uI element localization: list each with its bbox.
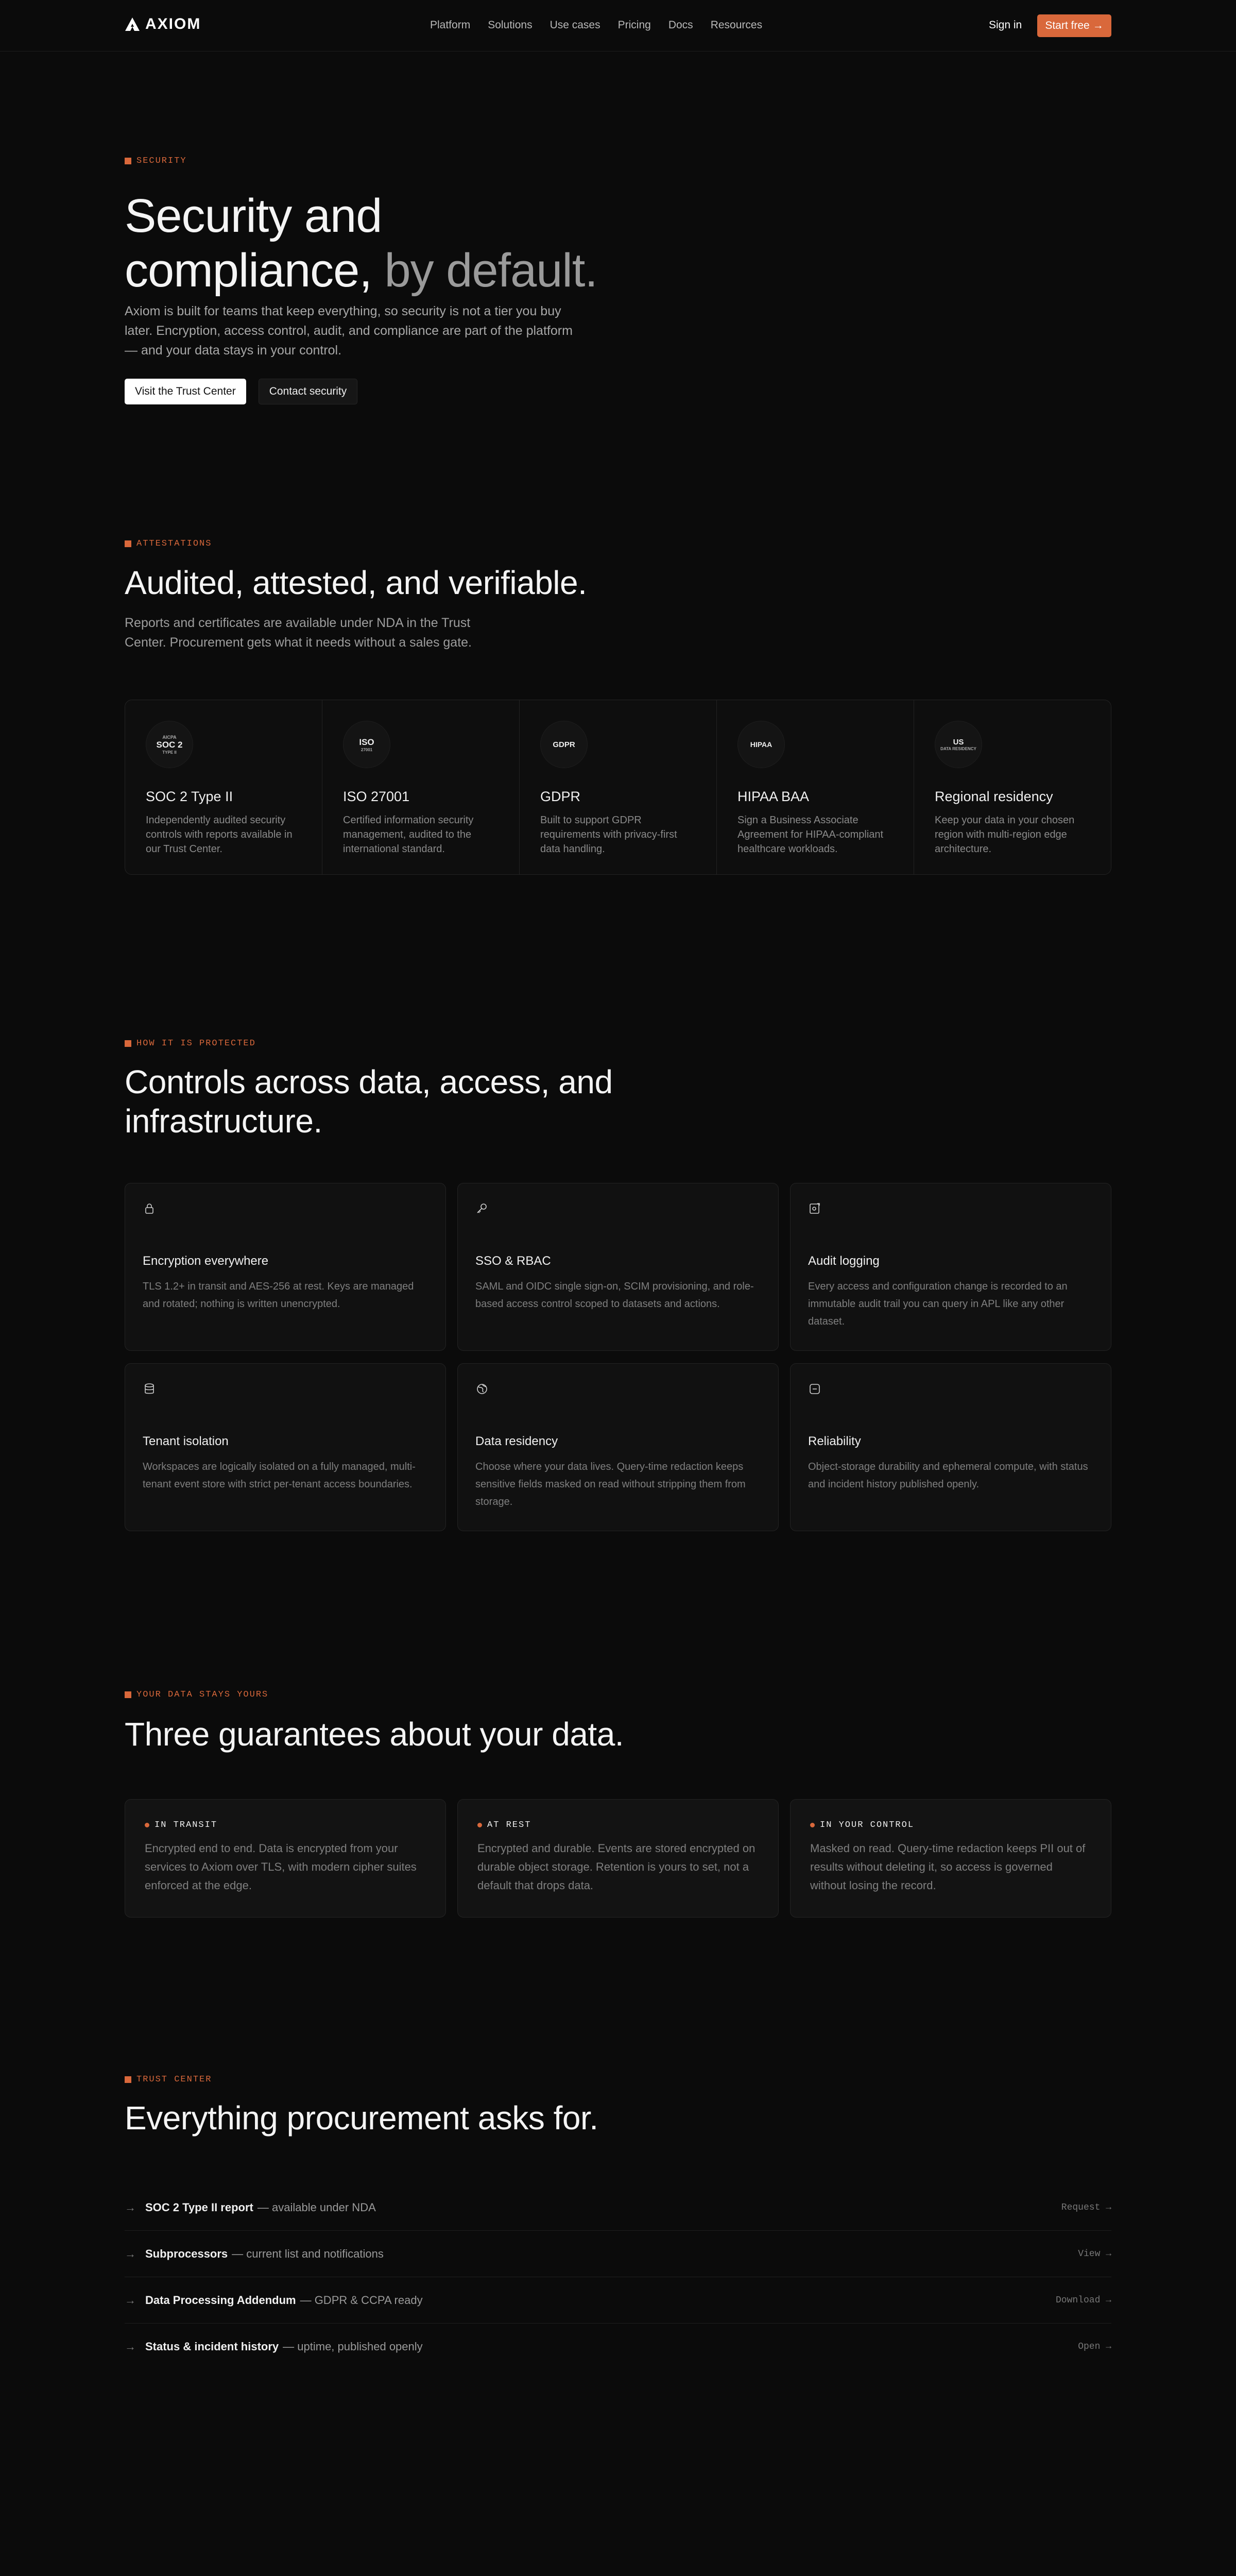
hero-subtitle: Axiom is built for teams that keep everything, so security is not a tier you buy later. Encryption, access control, audit, and compliance are part of the platform — and your data stays in your control.: [125, 304, 573, 358]
control-title: Tenant isolation: [143, 1434, 229, 1448]
controls-eyebrow-text: HOW IT IS PROTECTED: [136, 1039, 256, 1048]
control-desc: Workspaces are logically isolated on a fully managed, multi-tenant event store with strict per-tenant access boundaries.: [143, 1461, 416, 1490]
hero-title-line2a: compliance,: [125, 244, 372, 297]
start-free-label: Start free: [1045, 20, 1090, 31]
iso-badge-icon: ISO 27001: [343, 721, 390, 768]
nav-link-pricing[interactable]: Pricing: [617, 19, 651, 31]
hero-eyebrow: [125, 156, 1111, 166]
open-link[interactable]: Open →: [1078, 2342, 1111, 2352]
trust-row-name: Data Processing Addendum: [145, 2293, 296, 2307]
control-title: SSO & RBAC: [475, 1254, 551, 1268]
hero-buttons: [125, 379, 1111, 404]
attestation-title: HIPAA BAA: [737, 789, 810, 804]
hero-title-line2b: by default.: [384, 244, 597, 297]
trust-row-soc2[interactable]: [125, 2184, 1111, 2231]
attestations-title: Audited, attested, and verifiable.: [125, 564, 587, 601]
contact-security-button[interactable]: Contact security: [259, 379, 358, 404]
top-nav: [0, 0, 1236, 52]
attestation-title: GDPR: [540, 789, 581, 804]
control-title: Encryption everywhere: [143, 1254, 269, 1268]
control-desc: Choose where your data lives. Query-time redaction keeps sensitive fields masked on read without stripping them from storage.: [475, 1461, 746, 1507]
logo[interactable]: [125, 15, 201, 33]
guarantee-desc: Encrypted and durable. Events are stored encrypted on durable object storage. Retention is yours to set, not a default that drops data.: [477, 1842, 756, 1892]
attestation-card-residency[interactable]: [914, 700, 1111, 874]
key-icon: [475, 1202, 489, 1215]
arrow-right-icon: →: [125, 2247, 136, 2260]
trust-row-status[interactable]: [125, 2324, 1111, 2370]
attestations-eyebrow-text: ATTESTATIONS: [136, 539, 212, 549]
guarantee-card-rest: [457, 1799, 779, 1918]
guarantee-tag: IN TRANSIT: [154, 1820, 218, 1830]
guarantee-tag: AT REST: [487, 1820, 531, 1830]
axiom-logo-icon: [125, 17, 140, 31]
attestation-title: Regional residency: [935, 789, 1053, 804]
control-desc: TLS 1.2+ in transit and AES-256 at rest. Keys are managed and rotated; nothing is written unencrypted.: [143, 1281, 414, 1310]
attestation-card-hipaa[interactable]: [717, 700, 914, 874]
control-desc: Object-storage durability and ephemeral compute, with status and incident history published openly.: [808, 1461, 1088, 1490]
visit-trust-center-button[interactable]: Visit the Trust Center: [125, 379, 246, 404]
nav-link-resources[interactable]: Resources: [710, 19, 763, 31]
guarantees-eyebrow: [125, 1690, 1111, 1700]
trust-eyebrow-text: TRUST CENTER: [136, 2075, 212, 2084]
start-free-button[interactable]: [1037, 14, 1111, 37]
attestation-desc: Built to support GDPR requirements with privacy-first data handling.: [540, 815, 677, 855]
guarantee-tag: IN YOUR CONTROL: [820, 1820, 915, 1830]
sign-in-link[interactable]: Sign in: [989, 19, 1022, 31]
trust-title: Everything procurement asks for.: [125, 2099, 598, 2137]
control-desc: Every access and configuration change is recorded to an immutable audit trail you can query in APL like any other dataset.: [808, 1281, 1068, 1327]
guarantees-title: Three guarantees about your data.: [125, 1716, 624, 1753]
trust-row-detail: — GDPR & CCPA ready: [300, 2293, 423, 2307]
control-card-tenant[interactable]: [125, 1363, 446, 1531]
arrow-right-icon: →: [125, 2293, 136, 2307]
request-link[interactable]: Request →: [1061, 2202, 1111, 2213]
control-card-audit[interactable]: [790, 1183, 1111, 1351]
nav-link-use-cases[interactable]: Use cases: [550, 19, 600, 31]
arrow-right-icon: →: [125, 2340, 136, 2353]
attestation-desc: Sign a Business Associate Agreement for HIPAA-compliant healthcare workloads.: [737, 815, 884, 855]
eyebrow-square-icon: [125, 1691, 131, 1698]
attestation-desc: Independently audited security controls with reports available in our Trust Center.: [146, 815, 293, 855]
control-title: Reliability: [808, 1434, 861, 1448]
guarantees-eyebrow-text: YOUR DATA STAYS YOURS: [136, 1690, 269, 1700]
eyebrow-square-icon: [125, 158, 131, 164]
nav-link-platform[interactable]: Platform: [430, 19, 471, 31]
attestation-desc: Certified information security management, audited to the international standard.: [343, 815, 474, 855]
arrow-right-icon: →: [125, 2200, 136, 2214]
trust-row-name: Subprocessors: [145, 2247, 228, 2260]
reliability-icon: [808, 1382, 821, 1396]
attestation-card-gdpr[interactable]: [520, 700, 717, 874]
guarantee-card-transit: [125, 1799, 446, 1918]
controls-title-line2: infrastructure.: [125, 1103, 322, 1140]
logo-text: AXIOM: [145, 15, 201, 32]
trust-row-subprocessors[interactable]: [125, 2231, 1111, 2277]
nav-link-solutions[interactable]: Solutions: [488, 19, 533, 31]
view-link[interactable]: View →: [1078, 2248, 1111, 2259]
attestations-subtitle: Reports and certificates are available under NDA in the Trust Center. Procurement gets what it needs without a sales gate.: [125, 616, 472, 650]
control-card-residency[interactable]: [457, 1363, 779, 1531]
soc2-badge-icon: AICPA SOC 2 TYPE II: [146, 721, 193, 768]
controls-eyebrow: [125, 1039, 1111, 1048]
arrow-right-icon: →: [1092, 20, 1104, 31]
control-card-sso[interactable]: [457, 1183, 779, 1351]
attestation-desc: Keep your data in your chosen region with multi-region edge architecture.: [935, 815, 1075, 855]
control-title: Audit logging: [808, 1254, 880, 1268]
hero-title-line1: Security and: [125, 190, 382, 242]
eyebrow-square-icon: [125, 2076, 131, 2083]
status-dot-icon: [145, 1823, 149, 1827]
control-desc: SAML and OIDC single sign-on, SCIM provisioning, and role-based access control scoped to datasets and actions.: [475, 1281, 754, 1310]
attestation-title: SOC 2 Type II: [146, 789, 233, 804]
lock-icon: [143, 1202, 156, 1215]
guarantee-desc: Encrypted end to end. Data is encrypted from your services to Axiom over TLS, with modern cipher suites enforced at the edge.: [145, 1842, 417, 1892]
globe-icon: [475, 1382, 489, 1396]
hero-title: [125, 189, 1111, 298]
attestation-card-soc2[interactable]: [125, 700, 322, 874]
database-icon: [143, 1382, 156, 1396]
trust-row-name: Status & incident history: [145, 2340, 279, 2353]
control-card-encryption[interactable]: [125, 1183, 446, 1351]
trust-row-detail: — available under NDA: [257, 2200, 376, 2214]
attestation-card-iso[interactable]: [322, 700, 520, 874]
guarantee-card-control: [790, 1799, 1111, 1918]
trust-row-name: SOC 2 Type II report: [145, 2200, 253, 2214]
nav-links: [430, 19, 762, 31]
status-dot-icon: [477, 1823, 482, 1827]
attestation-cards: [125, 700, 1111, 875]
control-card-reliability[interactable]: [790, 1363, 1111, 1531]
guarantee-desc: Masked on read. Query-time redaction keeps PII out of results without deleting it, so access is governed without losing the record.: [810, 1842, 1086, 1892]
eyebrow-square-icon: [125, 1040, 131, 1047]
eyebrow-square-icon: [125, 540, 131, 547]
status-dot-icon: [810, 1823, 815, 1827]
trust-eyebrow: [125, 2075, 1111, 2084]
controls-title: [125, 1062, 1111, 1141]
audit-icon: [808, 1202, 821, 1215]
control-title: Data residency: [475, 1434, 558, 1448]
residency-badge-icon: US DATA RESIDENCY: [935, 721, 982, 768]
trust-row-dpa[interactable]: [125, 2277, 1111, 2324]
hipaa-badge-icon: HIPAA: [737, 721, 785, 768]
trust-row-detail: — uptime, published openly: [283, 2340, 423, 2353]
nav-link-docs[interactable]: Docs: [668, 19, 693, 31]
download-link[interactable]: Download →: [1055, 2295, 1111, 2306]
attestation-title: ISO 27001: [343, 789, 410, 804]
trust-row-detail: — current list and notifications: [232, 2247, 384, 2260]
attestations-eyebrow: [125, 539, 1111, 549]
gdpr-badge-icon: GDPR: [540, 721, 588, 768]
controls-title-line1: Controls across data, access, and: [125, 1063, 613, 1100]
hero-eyebrow-text: SECURITY: [136, 156, 187, 166]
